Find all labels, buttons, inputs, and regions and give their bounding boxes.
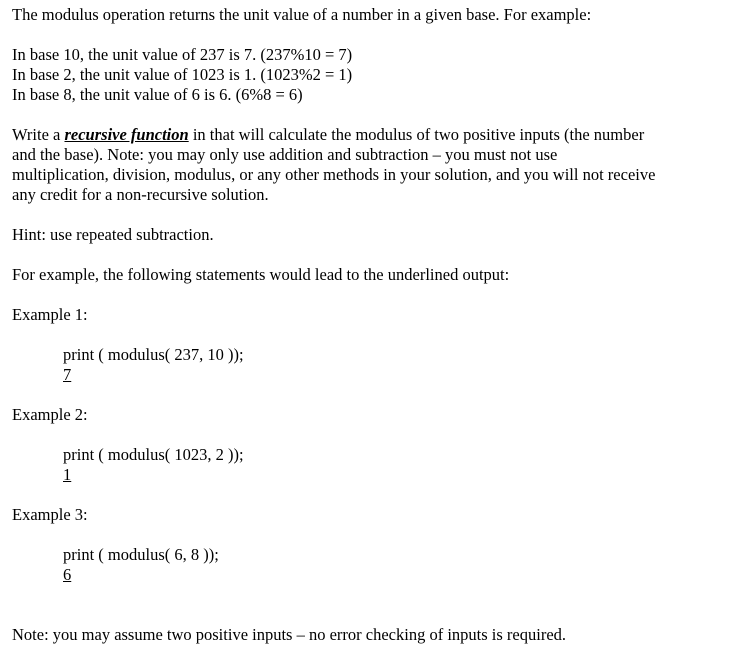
base-example-line: In base 10, the unit value of 237 is 7. (237%10 = 7) (12, 45, 353, 64)
example-title: Example 1: (12, 305, 88, 324)
task-line-3: multiplication, division, modulus, or any other methods in your solution, and you will not receive (12, 165, 656, 184)
task-prefix: Write a (12, 125, 65, 144)
base-example-line: In base 2, the unit value of 1023 is 1. (1023%2 = 1) (12, 65, 353, 84)
example-title: Example 2: (12, 405, 88, 424)
example-code: print ( modulus( 237, 10 )); (63, 345, 244, 364)
example-statement: For example, the following statements would lead to the underlined output: (12, 265, 510, 284)
recursive-function-emphasis: recursive function (64, 125, 189, 144)
example-title: Example 3: (12, 505, 88, 524)
task-line-1-rest: in that will calculate the modulus of two positive inputs (the number (188, 125, 645, 144)
note-text: Note: you may assume two positive inputs – no error checking of inputs is required. (12, 625, 567, 644)
example-code: print ( modulus( 1023, 2 )); (63, 445, 244, 464)
base-example-line: In base 8, the unit value of 6 is 6. (6%8 = 6) (12, 85, 303, 104)
example-output: 6 (63, 565, 72, 584)
example-code: print ( modulus( 6, 8 )); (63, 545, 219, 564)
example-output: 1 (63, 465, 72, 484)
intro-text: The modulus operation returns the unit value of a number in a given base. For example: (12, 5, 592, 24)
task-line-2: and the base). Note: you may only use addition and subtraction – you must not use (12, 145, 558, 164)
task-line-4: any credit for a non-recursive solution. (12, 185, 269, 204)
example-output: 7 (63, 365, 72, 384)
hint-text: Hint: use repeated subtraction. (12, 225, 214, 244)
task-line-1 (12, 125, 644, 145)
